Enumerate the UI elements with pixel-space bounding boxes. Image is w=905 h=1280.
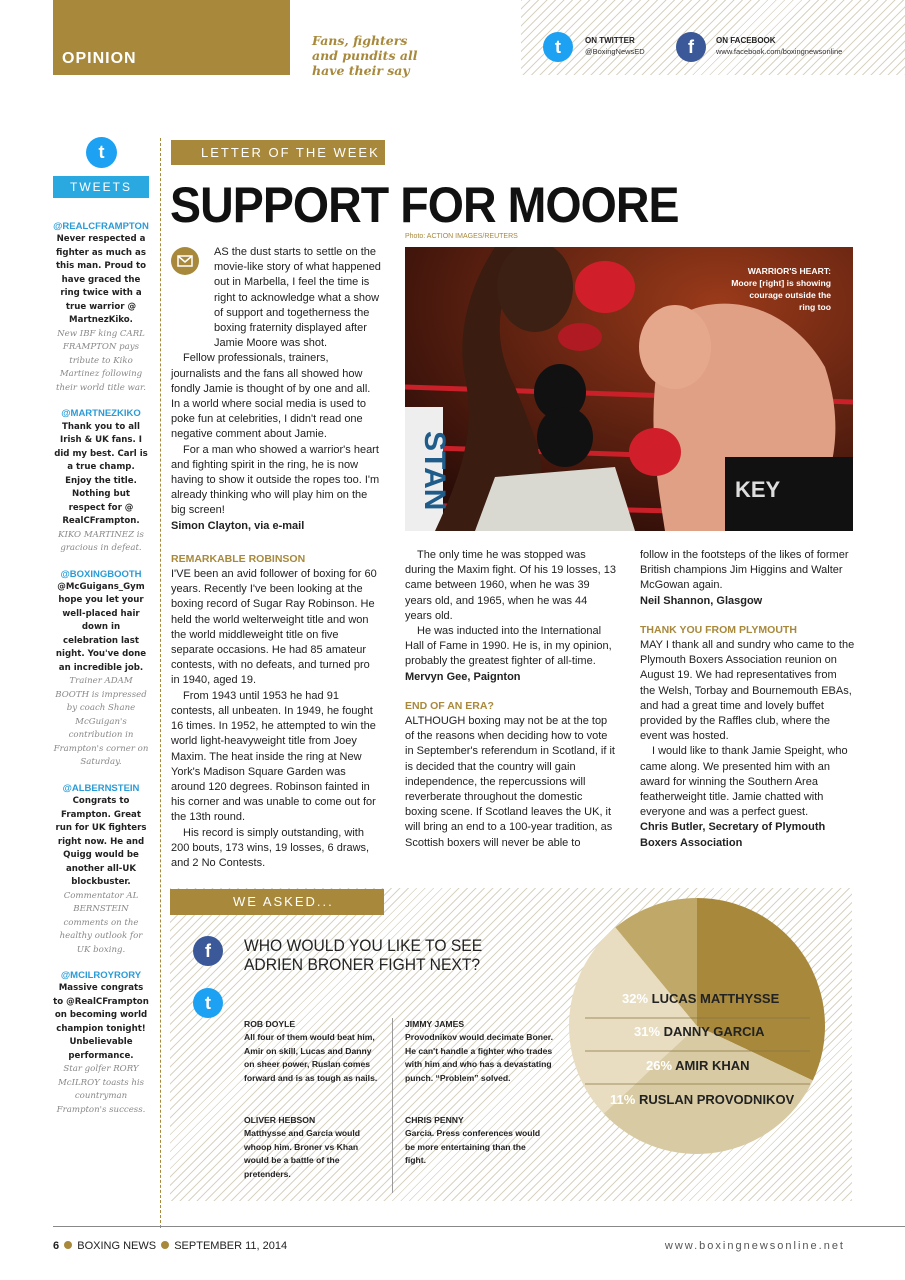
pie-category: LUCAS MATTHYSSE [651,991,780,1006]
plymouth-para-2: I would like to thank Jamie Speight, who came along. We presented him with an award for winning the Southern Area featherweight title. Jamie chatted with everyone and was a perfect guest. [640,745,848,819]
section-tagline: Fans, fighters and pundits all have their say [312,33,418,78]
facebook-label: ON FACEBOOK [716,36,776,45]
page-number: 6 [53,1240,60,1252]
photo-credit: Photo: ACTION IMAGES/REUTERS [405,233,518,240]
pie-category: AMIR KHAN [675,1058,750,1073]
era-para-1: ALTHOUGH boxing may not be at the top of the reasons when deciding how to vote in September's referendum in Scotland, if it is decided that the country will gain independence, the repercussions will reverberate throughout the domestic boxing scene. If Scotland leaves the UK, it will bring an end to a 100-year tradition, as Scottish boxers will never be able to [405,715,615,849]
pie-label [634,1024,765,1039]
tweet-text: Massive congrats to @RealCFrampton on becoming world champion tonight! Unbelievable performance. [53,983,149,1061]
trunks-text: KEY [735,477,781,502]
robinson-para-2: From 1943 until 1953 he had 91 contests, all unbeaten. In 1949, he fought 16 times. In 1952, he attempted to win the world light-heavyweight title from Joey Maxim. The heat inside the ring at New York's Madison Square Garden was around 120 degrees. Robinson fainted in his corner and was unable to come out for the 13th round. [171,689,376,824]
tweet-handle[interactable]: @BOXINGBOOTH [60,568,142,580]
boxing-photo [405,247,853,531]
robinson-para-4: The only time he was stopped was during the Maxim fight. Of his 19 losses, 13 came between 1960, when he was 39 years old, and 1965, when he was 44 years old. [405,549,616,622]
section-banner [53,0,290,75]
pie-label [610,1092,794,1107]
footer-rule [53,1226,905,1227]
plymouth-signature: Chris Butler, Secretary of Plymouth Boxers Association [640,821,826,849]
footer [53,1240,287,1252]
answer-name: ROB DOYLE [244,1019,296,1029]
robinson-para-1: I'VE been an avid follower of boxing for 60 years. Recently I've been looking at the boxing record of Sugar Ray Robinson. He held the world welterweight title and won the world middleweight title on five separate occasions. He had 85 amateur contests, with no defeats, and turned pro in 1940, aged 19. [171,568,377,687]
column-2 [405,548,617,851]
we-asked-panel [170,888,852,1201]
letter-para-1: AS the dust starts to settle on the movie-like story of what happened out in Marbella, I feel the time is right to acknowledge what a show of support and togetherness the boxing fraternity displayed after Jamie Moore was shot. [214,246,381,350]
robinson-para-5: He was inducted into the International Hall of Fame in 1990. He is, in my opinion, probably the greatest fighter of all-time. [405,625,612,668]
column-3 [640,548,855,851]
issue-date: SEPTEMBER 11, 2014 [174,1240,288,1252]
section-title: OPINION [62,50,137,67]
social-strip [521,0,905,75]
letter-para-2: Fellow professionals, trainers, journalists and the fans all showed how fondly Jamie is thought of by one and all. In a world where social media is used to poke fun at celebrities, I didn't read one negative comment about Jamie. [171,352,371,441]
sidebar-divider [160,138,161,1228]
footer-url[interactable]: www.boxingnewsonline.net [664,1240,845,1252]
facebook-icon[interactable]: f [676,32,706,62]
poll-pie-chart [170,888,852,1201]
era-para-2: follow in the footsteps of the likes of former British champions Jim Higgins and Walter McGowan again. [640,549,849,592]
twitter-label: ON TWITTER [585,36,635,45]
answer-name: JIMMY JAMES [405,1019,465,1029]
photo-caption: WARRIOR'S HEART: Moore [right] is showing courage outside the ring too [731,266,831,312]
tweet-text: Never respected a fighter as much as this man. Proud to have graced the ring twice with a true warrior @ MartnezKiko. [55,234,147,326]
letter-body [171,245,381,871]
we-asked-label: WE ASKED... [170,889,384,915]
tweet-text: Thank you to all Irish & UK fans. I did my best. Carl is a true champ. Enjoy the title. Nothing but respect for @ RealCFrampton. [54,421,148,527]
tweet-comment: New IBF king CARL FRAMPTON pays tribute to Kiko Martinez following their world title war. [56,328,146,393]
dot-icon [64,1241,72,1249]
answer-text: Provodnikov would decimate Boner. He can't handle a fighter who trades with him and who has a devastating punch. “Problem” solved. [405,1032,554,1083]
pie-label [622,991,779,1006]
pie-percent: 26% [646,1058,673,1073]
robinson-signature: Mervyn Gee, Paignton [405,670,521,683]
pie-percent: 11% [610,1092,636,1107]
publication: BOXING NEWS [77,1240,157,1252]
tweet-handle[interactable]: @ALBERNSTEIN [62,782,140,794]
pie-label [646,1058,750,1073]
pie-percent: 32% [622,991,649,1006]
answer-text: Garcia. Press conferences would be more entertaining than the fight. [405,1128,541,1166]
twitter-handle[interactable]: @BoxingNewsED [585,47,645,56]
tweet-text: Congrats to Frampton. Great run for UK fighters right now. He and Quigg would be another all-UK blockbuster. [55,796,147,888]
page-headline: SUPPORT FOR MOORE [170,177,679,233]
pie-category: RUSLAN PROVODNIKOV [638,1092,795,1107]
robinson-heading: REMARKABLE ROBINSON [171,552,306,565]
tweet-comment: Commentator AL BERNSTEIN comments on the healthy outlook for UK boxing. [59,890,143,955]
pie-category: DANNY GARCIA [663,1024,765,1039]
tweet-comment: KIKO MARTINEZ is gracious in defeat. [58,529,144,554]
twitter-bird-icon: t [86,137,117,168]
tweet-handle[interactable]: @MARTNEZKIKO [61,408,141,420]
era-signature: Neil Shannon, Glasgow [640,594,763,607]
letter-of-week-label: LETTER OF THE WEEK [171,140,385,165]
twitter-icon: t [193,988,223,1018]
ring-banner-text: STAN [418,431,451,511]
tweet-text: @McGuigans_Gym hope you let your well-placed hair down in celebration last night. You've done an incredible job. [55,581,147,673]
tweets-column [53,220,149,1129]
answer-name: OLIVER HEBSON [244,1115,316,1125]
answer-text: All four of them would beat him, Amir on skill, Lucas and Danny on sheer power, Ruslan comes forward and is as tough as nails. [244,1032,378,1083]
letter-signature: Simon Clayton, via e-mail [171,519,305,532]
tweet-handle[interactable]: @REALCFRAMPTON [53,221,149,232]
we-asked-question: WHO WOULD YOU LIKE TO SEE ADRIEN BRONER FIGHT NEXT? [244,936,483,974]
twitter-icon[interactable]: t [543,32,573,62]
facebook-icon: f [193,936,223,966]
dot-icon [161,1241,169,1249]
era-heading: END OF AN ERA? [405,699,494,712]
tweets-label: TWEETS [53,176,149,198]
answer-text: Matthysse and Garcia would whoop him. Broner vs Khan would be a battle of the pretenders. [244,1128,361,1179]
facebook-url[interactable]: www.facebook.com/boxingnewsonline [716,47,843,56]
tweet-comment: Trainer ADAM BOOTH is impressed by coach Shane McGuigan's contribution in Frampton's corner on Saturday. [53,676,149,768]
plymouth-heading: THANK YOU FROM PLYMOUTH [640,623,797,636]
tweet-comment: Star golfer RORY McILROY toasts his countryman Frampton's success. [56,1064,146,1115]
answer-name: CHRIS PENNY [405,1115,464,1125]
envelope-icon [171,247,199,275]
pie-percent: 31% [634,1024,661,1039]
tweet-handle[interactable]: @MCILROYRORY [60,970,142,982]
plymouth-para-1: MAY I thank all and sundry who came to the Plymouth Boxers Association reunion on August 19. We had representatives from the Welsh, Torbay and Bournemouth EBAs, and had a great time and lovely buffet provided by the Raffles club, where the event was hosted. [640,639,855,743]
robinson-para-3: His record is simply outstanding, with 200 bouts, 173 wins, 19 losses, 6 draws, and 2 No Contests. [171,826,370,869]
letter-para-3: For a man who showed a warrior's heart and fighting spirit in the ring, he is now having to show it outside the ropes too. I'm already thinking who will play him on the big screen! [171,443,380,517]
